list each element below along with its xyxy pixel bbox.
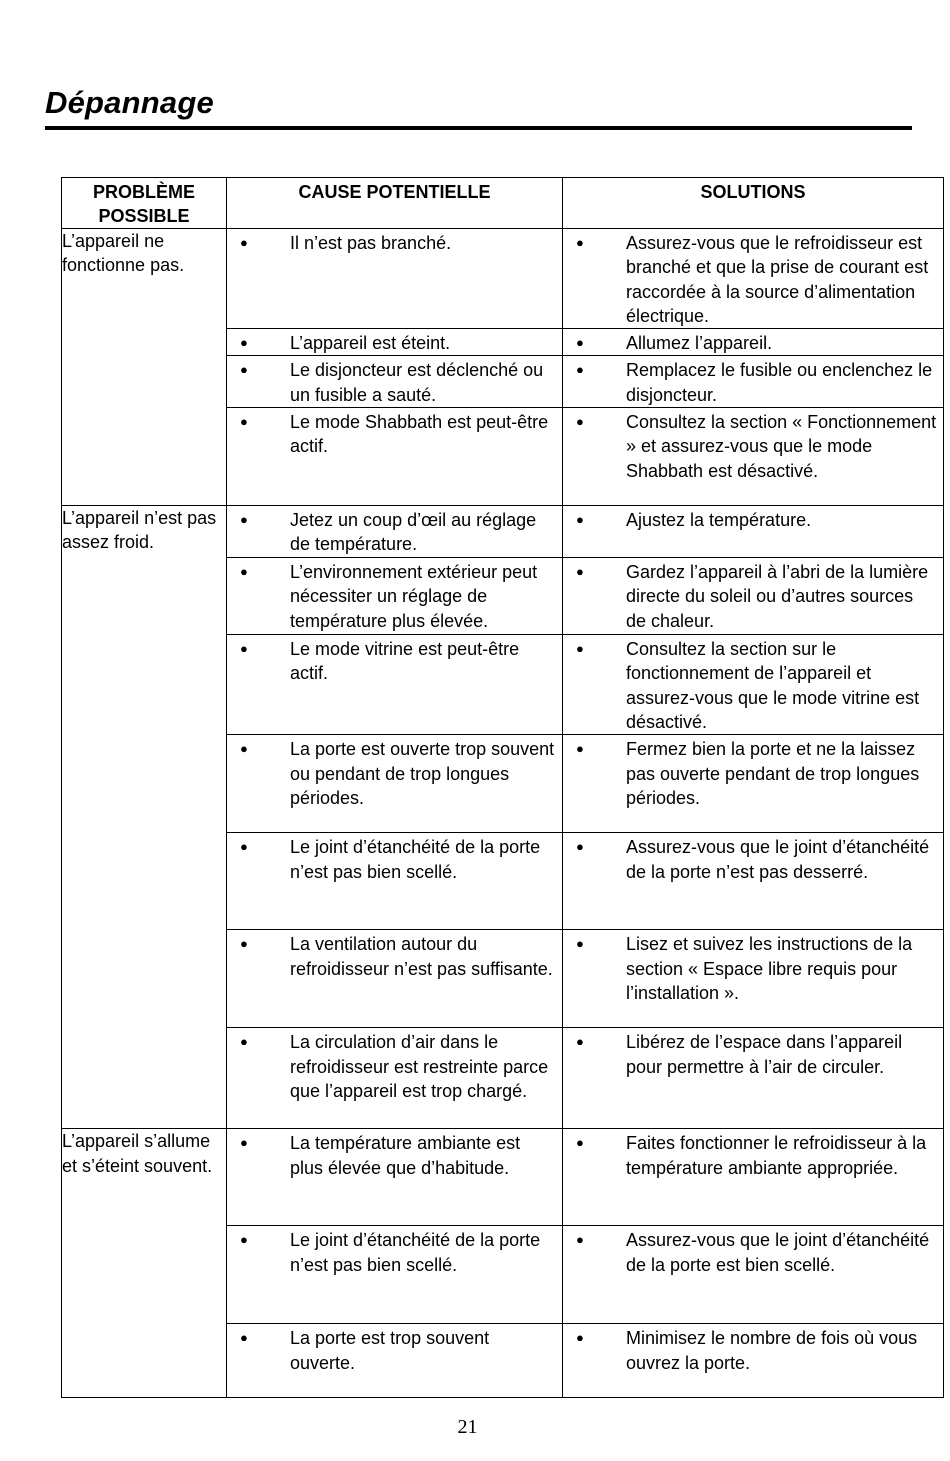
bullet-icon: ●: [240, 414, 248, 430]
table-row: [62, 1129, 944, 1226]
header-solution: SOLUTIONS: [563, 178, 944, 229]
solution-cell: [563, 635, 944, 735]
solution-text: Assurez-vous que le joint d’étanchéité de la porte n’est pas desserré.: [626, 837, 930, 882]
solution-cell: [563, 735, 944, 833]
solution-text: Libérez de l’espace dans l’appareil pour permettre à l’air de circuler.: [626, 1032, 903, 1077]
bullet-icon: ●: [240, 564, 248, 580]
bullet-icon: ●: [240, 741, 248, 757]
bullet-icon: ●: [576, 1232, 584, 1248]
solution-text: Allumez l’appareil.: [626, 333, 773, 354]
cause-text: La température ambiante est plus élevée que d’habitude.: [290, 1133, 521, 1178]
solution-cell: [563, 408, 944, 506]
bullet-icon: ●: [576, 335, 584, 351]
cause-cell: [227, 356, 563, 408]
solution-text: Minimisez le nombre de fois où vous ouvrez la porte.: [626, 1328, 918, 1373]
cause-text: Le mode Shabbath est peut-être actif.: [290, 412, 549, 457]
cause-cell: [227, 1226, 563, 1324]
header-row: [62, 178, 944, 229]
bullet-icon: ●: [240, 335, 248, 351]
solution-cell: [563, 930, 944, 1028]
solution-text: Gardez l’appareil à l’abri de la lumière directe du soleil ou d’autres sources de chaleur.: [626, 562, 929, 631]
bullet-icon: ●: [576, 1135, 584, 1151]
solution-text: Fermez bien la porte et ne la laissez pas ouverte pendant de trop longues périodes.: [626, 739, 920, 808]
bullet-icon: ●: [576, 512, 584, 528]
solution-cell: [563, 329, 944, 356]
solution-cell: [563, 833, 944, 930]
problem-cell: L’appareil n’est pas assez froid.: [62, 506, 227, 1129]
cause-text: La circulation d’air dans le refroidisseur est restreinte parce que l’appareil est trop chargé.: [290, 1032, 549, 1101]
header-cause: CAUSE POTENTIELLE: [227, 178, 563, 229]
problem-cell: L’appareil s’allume et s’éteint souvent.: [62, 1129, 227, 1398]
cause-text: Jetez un coup d’œil au réglage de température.: [290, 510, 537, 555]
cause-cell: [227, 1129, 563, 1226]
cause-text: L’environnement extérieur peut nécessiter un réglage de température plus élevée.: [290, 562, 538, 631]
solution-cell: [563, 558, 944, 635]
solution-cell: [563, 1129, 944, 1226]
page-title: Dépannage: [45, 85, 214, 120]
bullet-icon: ●: [576, 741, 584, 757]
solution-text: Assurez-vous que le joint d’étanchéité de la porte est bien scellé.: [626, 1230, 930, 1275]
cause-cell: [227, 735, 563, 833]
solution-text: Consultez la section « Fonctionnement » et assurez-vous que le mode Shabbath est désactivé.: [626, 412, 937, 481]
cause-cell: [227, 833, 563, 930]
cause-cell: [227, 329, 563, 356]
solution-cell: [563, 229, 944, 329]
bullet-icon: ●: [576, 1330, 584, 1346]
cause-text: La ventilation autour du refroidisseur n’est pas suffisante.: [290, 934, 553, 979]
bullet-icon: ●: [576, 235, 584, 250]
cause-cell: [227, 558, 563, 635]
table-row: [62, 506, 944, 558]
bullet-icon: ●: [240, 362, 248, 378]
bullet-icon: ●: [240, 1330, 248, 1346]
header-problem: PROBLÈME POSSIBLE: [62, 178, 227, 229]
cause-cell: [227, 229, 563, 329]
solution-cell: [563, 1324, 944, 1398]
bullet-icon: ●: [576, 936, 584, 952]
cause-text: Le joint d’étanchéité de la porte n’est pas bien scellé.: [290, 837, 541, 882]
cause-text: Il n’est pas branché.: [290, 233, 452, 253]
bullet-icon: ●: [240, 1135, 248, 1151]
solution-text: Remplacez le fusible ou enclenchez le disjoncteur.: [626, 360, 933, 405]
bullet-icon: ●: [576, 839, 584, 855]
bullet-icon: ●: [240, 1034, 248, 1050]
page-number: 21: [457, 1416, 478, 1438]
cause-text: Le joint d’étanchéité de la porte n’est pas bien scellé.: [290, 1230, 541, 1275]
cause-text: Le mode vitrine est peut-être actif.: [290, 639, 520, 684]
title-rule: [45, 126, 912, 130]
bullet-icon: ●: [576, 414, 584, 430]
bullet-icon: ●: [576, 564, 584, 580]
cause-text: La porte est ouverte trop souvent ou pendant de trop longues périodes.: [290, 739, 555, 808]
cause-text: La porte est trop souvent ouverte.: [290, 1328, 490, 1373]
solution-cell: [563, 506, 944, 558]
cause-text: L’appareil est éteint.: [290, 333, 451, 354]
bullet-icon: ●: [240, 936, 248, 952]
cause-text: Le disjoncteur est déclenché ou un fusible a sauté.: [290, 360, 544, 405]
solution-text: Faites fonctionner le refroidisseur à la température ambiante appropriée.: [626, 1133, 927, 1178]
bullet-icon: ●: [576, 362, 584, 378]
bullet-icon: ●: [240, 839, 248, 855]
problem-cell: L’appareil ne fonctionne pas.: [62, 229, 227, 506]
troubleshooting-table: [61, 177, 944, 1398]
table-row: [62, 229, 944, 329]
cause-cell: [227, 635, 563, 735]
cause-cell: [227, 506, 563, 558]
cause-cell: [227, 1324, 563, 1398]
solution-text: Assurez-vous que le refroidisseur est branché et que la prise de courant est raccordée à la source d’alimentation électrique.: [626, 233, 929, 326]
cause-cell: [227, 1028, 563, 1129]
cause-cell: [227, 408, 563, 506]
bullet-icon: ●: [576, 1034, 584, 1050]
bullet-icon: ●: [240, 512, 248, 528]
solution-text: Lisez et suivez les instructions de la section « Espace libre requis pour l’installation ».: [626, 934, 913, 1003]
bullet-icon: ●: [576, 641, 584, 657]
solution-text: Ajustez la température.: [626, 510, 812, 531]
solution-cell: [563, 356, 944, 408]
solution-text: Consultez la section sur le fonctionnement de l’appareil et assurez-vous que le mode vitrine est désactivé.: [626, 639, 920, 732]
solution-cell: [563, 1028, 944, 1129]
bullet-icon: ●: [240, 235, 248, 250]
solution-cell: [563, 1226, 944, 1324]
bullet-icon: ●: [240, 1232, 248, 1248]
cause-cell: [227, 930, 563, 1028]
bullet-icon: ●: [240, 641, 248, 657]
